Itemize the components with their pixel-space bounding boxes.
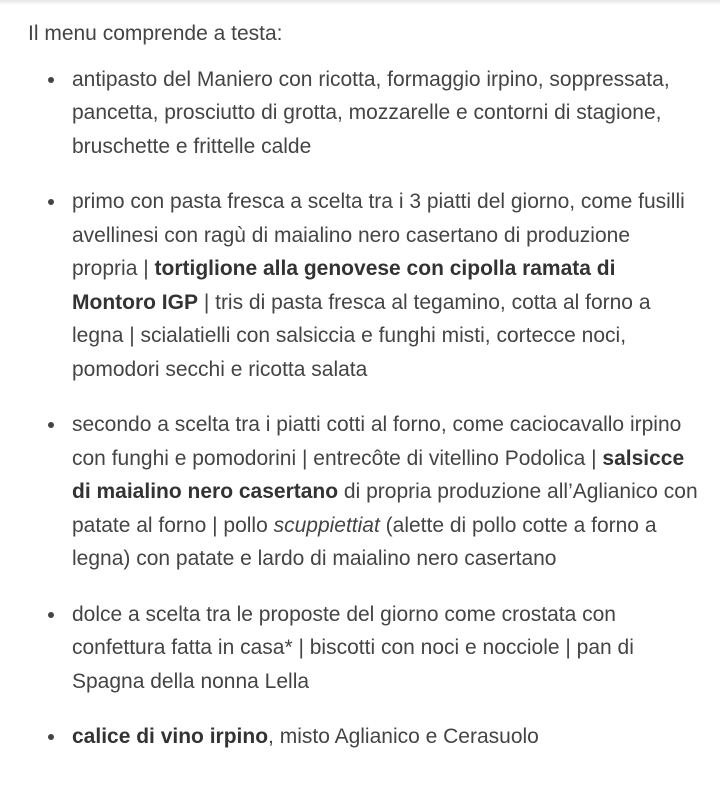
menu-article (28, 17, 700, 776)
menu-intro: Il menu comprende a testa: (28, 22, 283, 45)
item-text: primo con pasta fresca a scelta tra i 3 piatti del giorno, come fusilli avellinesi con ragù di maialino nero casertano di produzione propria | (72, 190, 685, 280)
top-edge-shadow (0, 0, 720, 5)
item-text: dolce a scelta tra le proposte del giorno come crostata con confettura fatta in casa* | biscotti con noci e nocciole | pan di Spagna della nonna Lella (72, 602, 634, 693)
item-text: di propria produzione all’Aglianico con patate al forno | pollo (72, 480, 698, 537)
menu-item-dolce (28, 598, 700, 699)
menu-item-primo (28, 185, 700, 386)
menu-item-secondo (28, 408, 700, 576)
item-highlight: salsicce di maialino nero casertano (72, 446, 685, 503)
menu-item-vino (28, 720, 700, 754)
bullet-icon (48, 612, 54, 618)
item-highlight: tortiglione alla genovese con cipolla ramata di Montoro IGP (72, 257, 616, 314)
item-text: antipasto del Maniero con ricotta, formaggio irpino, soppressata, pancetta, prosciutto di grotta, mozzarelle e contorni di stagione, bruschette e frittelle calde (72, 67, 670, 158)
item-italic-term: scuppiettiat (273, 513, 380, 537)
item-text: (alette di pollo cotte a forno a legna) con patate e lardo di maialino nero casertano (72, 513, 657, 570)
bullet-icon (48, 422, 54, 428)
item-text: secondo a scelta tra i piatti cotti al forno, come caciocavallo irpino con funghi e pomodorini | entrecôte di vitellino Podolica | (72, 413, 682, 470)
bullet-icon (48, 734, 54, 740)
bullet-icon (48, 77, 54, 83)
bullet-icon (48, 199, 54, 205)
menu-list (28, 63, 700, 754)
item-text: | tris di pasta fresca al tegamino, cotta al forno a legna | scialatielli con salsiccia e funghi misti, cortecce noci, pomodori secchi e ricotta salata (72, 290, 651, 381)
item-text: , misto Aglianico e Cerasuolo (268, 725, 539, 748)
item-highlight: calice di vino irpino (72, 725, 269, 748)
menu-item-antipasto (28, 63, 700, 164)
